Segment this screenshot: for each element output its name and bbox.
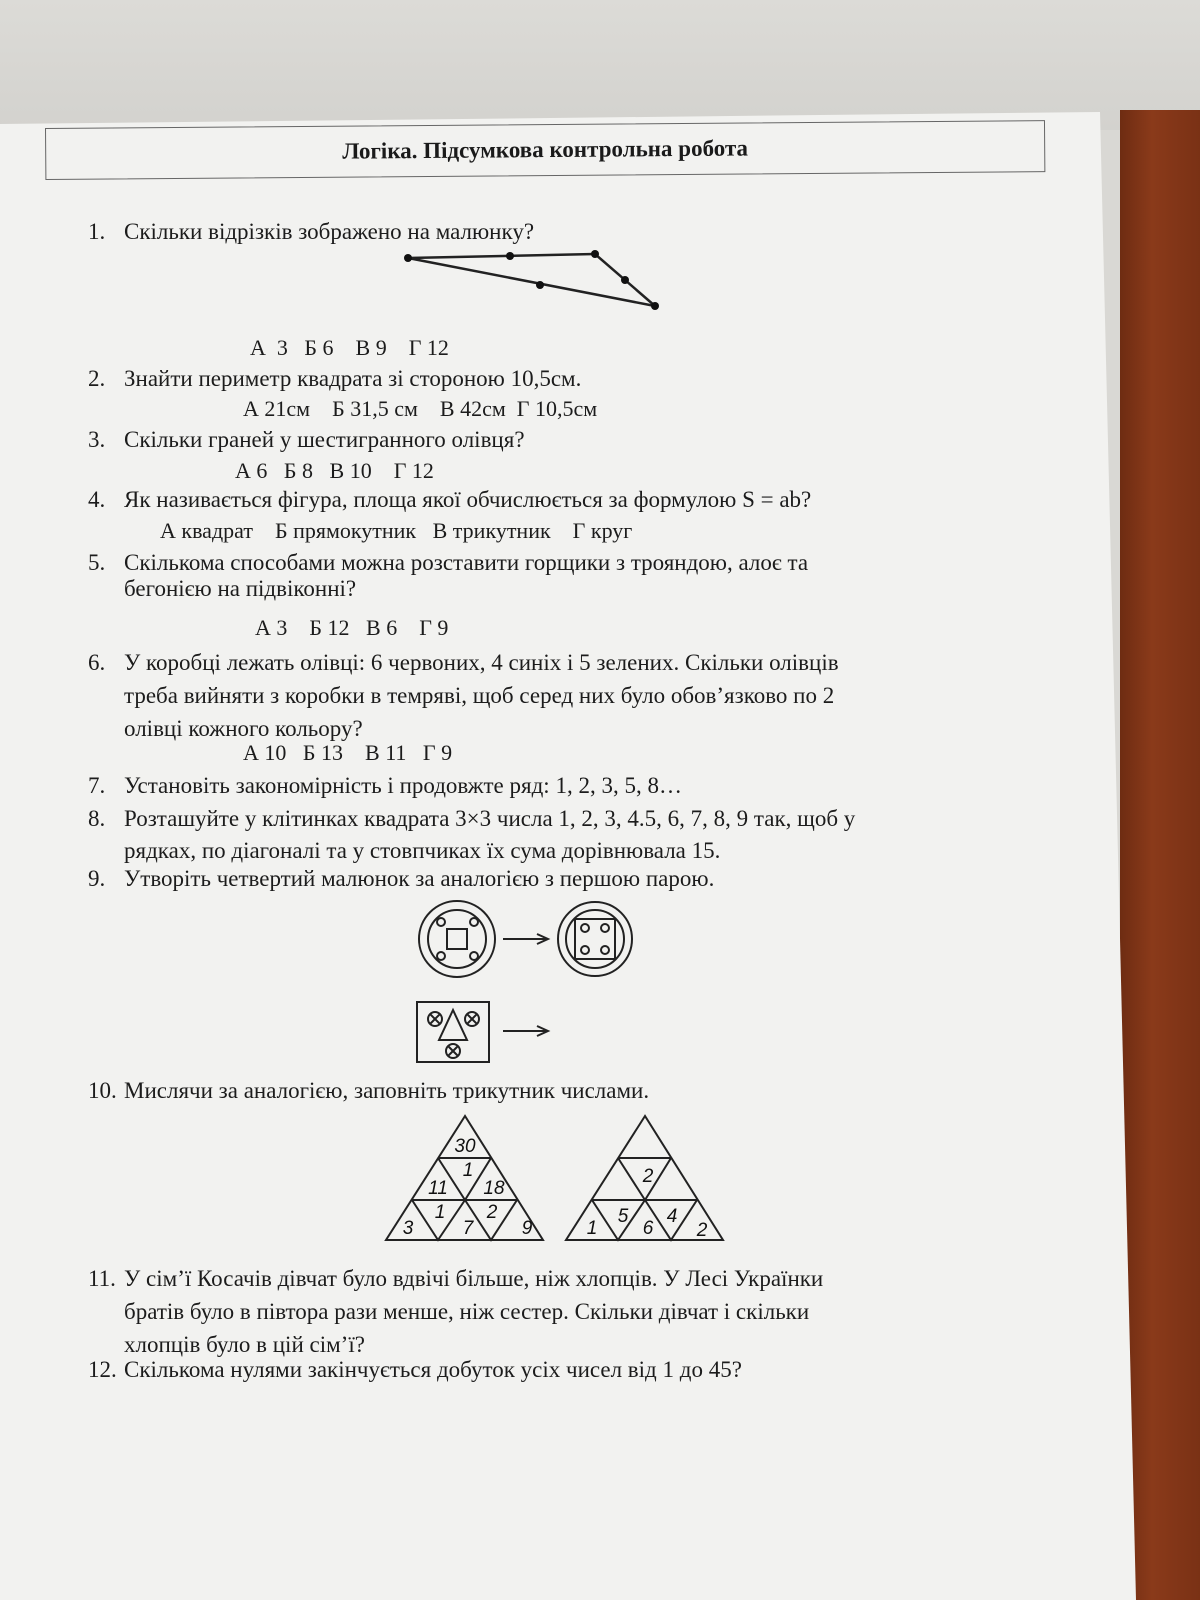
- tri-right-b0: 1: [586, 1218, 598, 1239]
- wooden-table-edge: [1120, 110, 1200, 1600]
- tri-right-b4: 2: [696, 1220, 708, 1241]
- tri-left-mid-left: 11: [428, 1178, 448, 1199]
- square-shape: [447, 929, 467, 949]
- title-box: [45, 120, 1045, 180]
- question-11: 11. У сім’ї Косачів дівчат було вдвічі більше, ніж хлопців. У Лесі Українки братів було в півтора рази менше, ніж сестер. Скільки дівчат і скільки хлопців було в цій сім’ї?: [88, 1266, 824, 1357]
- question-7: 7. Установіть закономірність і продовжте ряд: 1, 2, 3, 5, 8…: [88, 773, 682, 798]
- question-1-options: А 3 Б 6 В 9 Г 12: [250, 335, 449, 360]
- question-8: 8. Розташуйте у клітинках квадрата 3×3 числа 1, 2, 3, 4.5, 6, 7, 8, 9 так, щоб у рядках, по діагоналі та у стовпчиках їх сума дорівнювала 15.: [88, 806, 856, 863]
- page-title: Логіка. Підсумкова контрольна робота: [342, 135, 749, 164]
- question-5-options: А 3 Б 12 В 6 Г 9: [255, 615, 449, 640]
- tri-left-mid-right: 18: [483, 1178, 505, 1199]
- question-10: 10. Мислячи за аналогією, заповніть трикутник числами.: [88, 1078, 650, 1103]
- question-6: 6. У коробці лежать олівці: 6 червоних, 4 синіх і 5 зелених. Скільки олівців треба вийняти з коробки в темряві, щоб серед них було обов’язково по 2 олівці кожного кольору?: [88, 650, 839, 741]
- tri-left-mid-inv: 1: [462, 1160, 474, 1181]
- tri-left-b4: 9: [521, 1218, 533, 1239]
- circle-shape: [419, 901, 495, 977]
- tri-right-b3: 4: [666, 1206, 678, 1227]
- question-1: 1. Скільки відрізків зображено на малюнку?: [88, 219, 535, 244]
- question-5: 5. Скількома способами можна розставити горщики з трояндою, алоє та бегонією на підвіконні?: [88, 550, 809, 601]
- background-wall: [0, 0, 1200, 130]
- triangle-shape: [439, 1010, 467, 1040]
- tri-left-b2: 7: [462, 1218, 474, 1239]
- question-12: 12. Скількома нулями закінчується добуток усіх чисел від 1 до 45?: [88, 1357, 742, 1382]
- question-4: 4. Як називається фігура, площа якої обчислюється за формулою S = ab?: [88, 487, 812, 512]
- tri-right-b1: 5: [617, 1206, 629, 1227]
- question-3: 3. Скільки граней у шестигранного олівця?: [88, 427, 525, 452]
- question-6-options: А 10 Б 13 В 11 Г 9: [243, 740, 453, 765]
- tri-left-b3: 2: [486, 1202, 498, 1223]
- tri-left-b0: 3: [402, 1218, 414, 1239]
- question-2: 2. Знайти периметр квадрата зі стороною 10,5см.: [88, 366, 582, 391]
- question-3-options: А 6 Б 8 В 10 Г 12: [235, 458, 434, 483]
- tri-right-b2: 6: [642, 1218, 654, 1239]
- question-9: 9. Утворіть четвертий малюнок за аналогією з першою парою.: [88, 866, 715, 891]
- tri-right-mid-inv: 2: [642, 1166, 654, 1187]
- segments-figure: [395, 245, 670, 315]
- analogy-figure: [405, 900, 645, 1080]
- question-2-options: А 21см Б 31,5 см В 42см Г 10,5см: [243, 396, 598, 421]
- tri-left-b1: 1: [434, 1202, 446, 1223]
- tri-left-top: 30: [454, 1136, 476, 1157]
- question-4-options: А квадрат Б прямокутник В трикутник Г круг: [160, 518, 633, 543]
- number-triangles: [380, 1112, 760, 1247]
